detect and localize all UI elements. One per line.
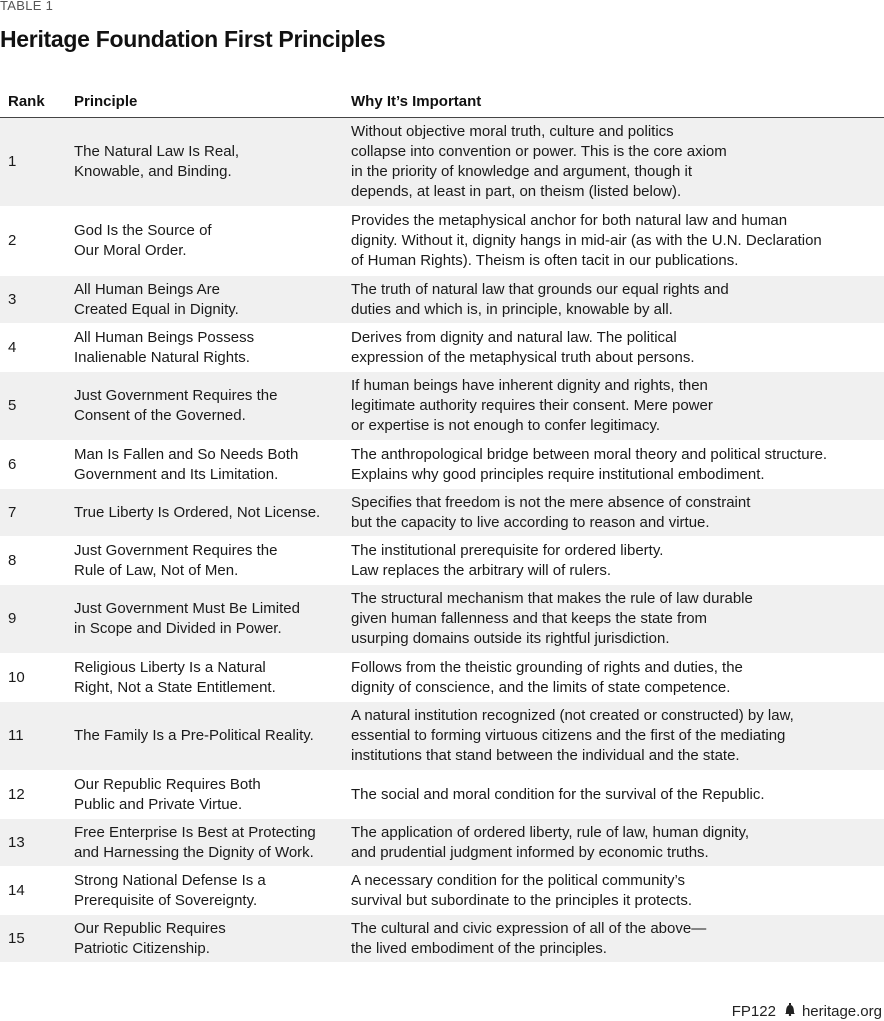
rank-cell [0,537,74,585]
principle-cell-text: True Liberty Is Ordered, Not License. [74,503,321,521]
table-row [0,537,884,585]
table-row [0,441,884,489]
principle-cell-text: All Human Beings Possess Inalienable Natural Rights. [74,328,255,366]
table-body [0,118,884,963]
why-cell-text: Derives from dignity and natural law. The political expression of the metaphysical truth about persons. [351,328,695,366]
rank-cell [0,489,74,537]
why-cell [351,585,884,654]
principle-cell-text: The Family Is a Pre-Political Reality. [74,727,314,744]
table-label: TABLE 1 [0,0,54,13]
column-header-why: Why It’s Important [351,86,884,118]
why-cell [351,819,884,867]
principle-cell-text: Religious Liberty Is a Natural Right, Not a State Entitlement. [74,658,276,696]
why-cell-text: The truth of natural law that grounds our equal rights and duties and which is, in principle, knowable by all. [351,280,729,318]
table-row [0,702,884,771]
rank-cell-text: 2 [8,232,17,249]
rank-cell-text: 6 [8,455,17,473]
principles-table [0,86,884,963]
principle-cell-text: Strong National Defense Is a Prerequisite of Sovereignty. [74,871,266,909]
why-cell-text: Follows from the theistic grounding of rights and duties, the dignity of conscience, and the limits of state competence. [351,658,743,696]
principle-cell [74,441,351,489]
rank-cell [0,585,74,654]
principle-cell-text: All Human Beings Are Created Equal in Dignity. [74,280,239,318]
why-cell [351,771,884,819]
table-row [0,654,884,702]
rank-cell-text: 13 [8,833,25,851]
why-cell [351,207,884,276]
principle-cell-text: God Is the Source of Our Moral Order. [74,222,212,259]
principle-cell [74,771,351,819]
principle-cell-text: Man Is Fallen and So Needs Both Government and Its Limitation. [74,445,299,483]
table-header-row [0,86,884,118]
column-header-principle: Principle [74,86,351,118]
rank-cell [0,702,74,771]
principle-cell-text: Just Government Requires the Rule of Law, Not of Men. [74,541,278,579]
principle-cell [74,489,351,537]
table-row [0,276,884,324]
why-cell-text: The structural mechanism that makes the rule of law durable given human fallenness and that keeps the state from usurping domains outside its rightful jurisdiction. [351,590,753,647]
why-cell [351,702,884,771]
why-cell [351,654,884,702]
principle-cell-text: Free Enterprise Is Best at Protecting and Harnessing the Dignity of Work. [74,823,316,861]
why-cell-text: Specifies that freedom is not the mere absence of constraint but the capacity to live according to reason and virtue. [351,493,751,531]
why-cell-text: Provides the metaphysical anchor for both natural law and human dignity. Without it, dignity hangs in mid-air (as with the U.N. Declaration of Human Rights). Theism is often tacit in our publications. [351,212,822,269]
principle-cell [74,702,351,771]
rank-cell-text: 9 [8,610,17,627]
why-cell [351,118,884,207]
why-cell [351,489,884,537]
principle-cell [74,372,351,441]
rank-cell-text: 1 [8,153,17,170]
footer-site: heritage.org [801,1003,882,1020]
column-header-rank: Rank [0,86,74,118]
why-cell-text: The social and moral condition for the survival of the Republic. [351,785,765,803]
why-cell [351,537,884,585]
why-cell-text: The application of ordered liberty, rule of law, human dignity, and prudential judgment informed by economic truths. [351,823,749,861]
rank-cell [0,915,74,963]
rank-cell-text: 4 [8,338,17,356]
table-row [0,585,884,654]
footer-code: FP122 [731,1003,776,1020]
rank-cell-text: 8 [8,551,17,569]
rank-cell [0,771,74,819]
why-cell [351,324,884,372]
principle-cell [74,654,351,702]
principle-cell-text: The Natural Law Is Real, Knowable, and Binding. [74,143,240,180]
table-row [0,372,884,441]
rank-cell-text: 15 [8,929,25,947]
principle-cell-text: Our Republic Requires Both Public and Private Virtue. [74,775,261,813]
rank-cell [0,867,74,915]
rank-cell-text: 7 [8,503,17,521]
table-row [0,489,884,537]
rank-cell [0,207,74,276]
principle-cell [74,118,351,207]
principle-cell [74,537,351,585]
rank-cell-text: 10 [8,668,25,686]
table-row [0,118,884,207]
rank-cell-text: 3 [8,290,17,308]
principle-cell [74,276,351,324]
table-row [0,324,884,372]
rank-cell-text: 14 [8,881,25,899]
rank-cell [0,276,74,324]
rank-cell [0,441,74,489]
rank-cell [0,118,74,207]
why-cell [351,915,884,963]
rank-cell-text: 11 [8,727,24,744]
principle-cell [74,915,351,963]
liberty-bell-icon [784,1003,796,1020]
why-cell [351,441,884,489]
principle-cell-text: Our Republic Requires Patriotic Citizenship. [74,919,226,957]
why-cell-text: The institutional prerequisite for ordered liberty. Law replaces the arbitrary will of rulers. [351,541,664,579]
principle-cell [74,324,351,372]
why-cell [351,372,884,441]
table-row [0,915,884,963]
why-cell-text: Without objective moral truth, culture and politics collapse into convention or power. This is the core axiom in the priority of knowledge and argument, though it depends, at least in part, on theism (listed below). [351,123,727,200]
table-row [0,771,884,819]
table-row [0,867,884,915]
footer [732,1003,882,1020]
why-cell [351,867,884,915]
why-cell-text: A natural institution recognized (not created or constructed) by law, essential to forming virtuous citizens and the first of the mediating institutions that stand between the individual and the state. [351,707,794,764]
principle-cell [74,867,351,915]
rank-cell [0,819,74,867]
principle-cell [74,585,351,654]
rank-cell [0,654,74,702]
principle-cell [74,819,351,867]
why-cell [351,276,884,324]
table-row [0,819,884,867]
principle-cell-text: Just Government Must Be Limited in Scope and Divided in Power. [74,600,300,637]
rank-cell [0,324,74,372]
why-cell-text: The cultural and civic expression of all of the above— the lived embodiment of the principles. [351,919,707,957]
why-cell-text: If human beings have inherent dignity and rights, then legitimate authority requires their consent. Mere power or expertise is not enough to confer legitimacy. [351,377,713,434]
rank-cell-text: 12 [8,785,25,803]
table-row [0,207,884,276]
rank-cell-text: 5 [8,397,17,414]
rank-cell [0,372,74,441]
principle-cell [74,207,351,276]
why-cell-text: A necessary condition for the political community’s survival but subordinate to the principles it protects. [351,871,693,909]
principle-cell-text: Just Government Requires the Consent of the Governed. [74,387,278,424]
table-title: Heritage Foundation First Principles [0,26,386,52]
why-cell-text: The anthropological bridge between moral theory and political structure. Explains why good principles require institutional embodiment. [351,445,828,483]
